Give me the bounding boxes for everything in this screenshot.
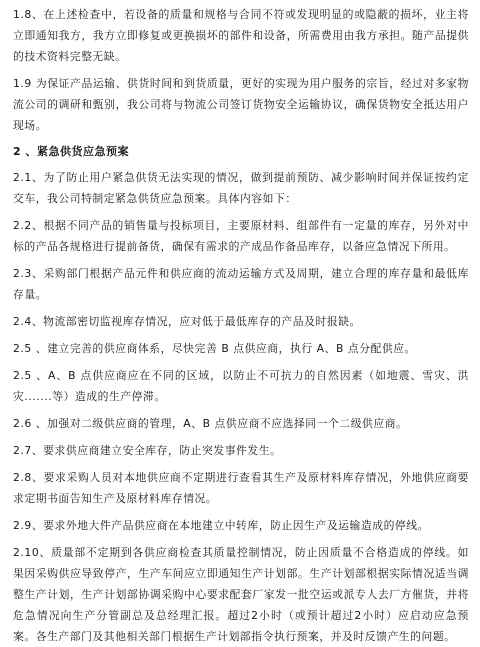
paragraph-2-10: 2.10、质量部不定期到各供应商检查其质量控制情况，防止因质量不合格造成的停线。如果因采购供应导致停产，生产车间应立即通知生产计划部。生产计划部根据实际情况适当调整生产计划，生产计划部协调采购中心要求配套厂家发一批空运或派专人去厂方催货，并将危急情况向生产分管副总及总经理汇报。超过2小时（或预计超过2小时）应启动应急预案。各生产部门及其他相关部门根据生产计划部指令执行预案，并及时反馈产生的问题。: [13, 546, 469, 643]
paragraph-2-5b: 2.5 、A、B 点供应商应在不同的区域，以防止不可抗力的自然因素（如地震、雪灾、洪灾.......等）造成的生产停滞。: [13, 369, 469, 403]
paragraph-2-1: 2.1、为了防止用户紧急供货无法实现的情况，做到提前预防、减少影响时间并保证按约定交车，我公司特制定紧急供货应急预案。具体内容如下：: [13, 171, 469, 205]
paragraph-2-6: 2.6 、加强对二级供应商的管理，A、B 点供应商不应选择同一个二级供应商。: [13, 417, 408, 430]
paragraph-2-5a: 2.5 、建立完善的供应商体系，尽快完善 B 点供应商，执行 A、B 点分配供应。: [13, 342, 416, 355]
paragraph-1-9: 1.9 为保证产品运输、供货时间和到货质量，更好的实现为用户服务的宗旨，经过对多家物流公司的调研和甄别，我公司将与物流公司签订货物安全运输协议，确保货物安全抵达用户现场。: [13, 77, 469, 132]
paragraph-2-3: 2.3、采购部门根据产品元件和供应商的流动运输方式及周期，建立合理的库存量和最低库存量。: [13, 267, 469, 301]
paragraph-1-8: 1.8、在上述检查中，若设备的质量和规格与合同不符或发现明显的或隐蔽的损坏，业主将立即通知我方，我方立即修复或更换损坏的部件和设备，所需费用由我方承担。随产品提供的技术资料完整无缺。: [13, 8, 469, 63]
paragraph-2-8: 2.8、要求采购人员对本地供应商不定期进行查看其生产及原材料库存情况，外地供应商要求定期书面告知生产及原材料库存情况。: [13, 471, 469, 505]
paragraph-2-2: 2.2、根据不同产品的销售量与投标项目，主要原材料、组部件有一定量的库存，另外对中标的产品各规格进行提前备货，确保有需求的产成品作备品库存，以备应急情况下所用。: [13, 219, 469, 253]
paragraph-2-7: 2.7、要求供应商建立安全库存，防止突发事件发生。: [13, 444, 282, 457]
section-heading-emergency-supply: 2 、紧急供货应急预案: [13, 145, 129, 158]
paragraph-2-9: 2.9、要求外地大件产品供应商在本地建立中转库，防止因生产及运输造成的停线。: [13, 519, 429, 532]
paragraph-2-4: 2.4、物流部密切监视库存情况，应对低于最低库存的产品及时报缺。: [13, 315, 361, 328]
